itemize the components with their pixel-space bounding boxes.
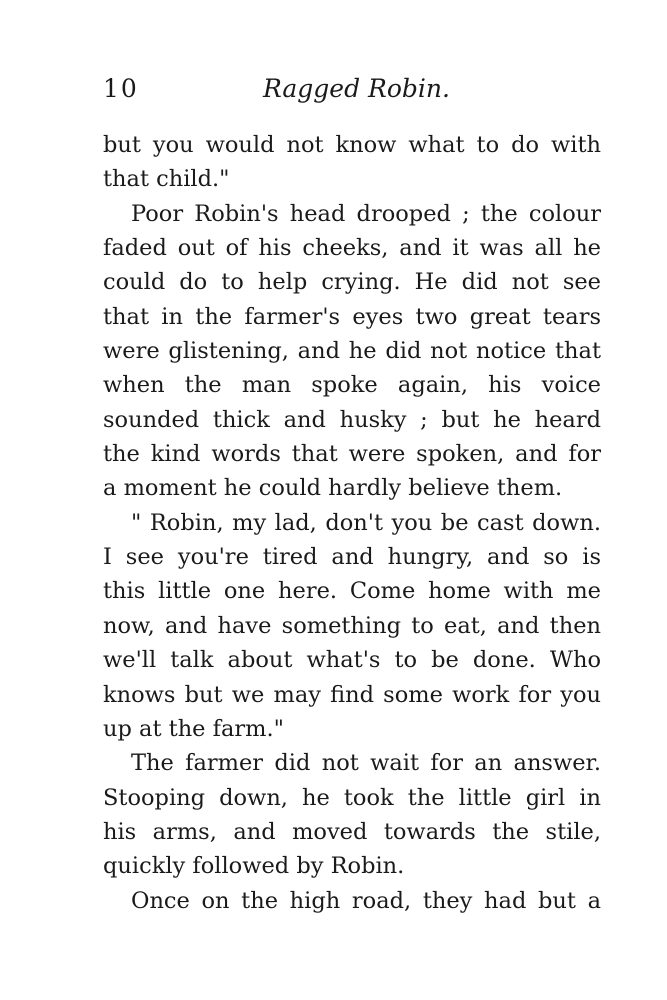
text-line: a moment he could hardly believe them. [103, 475, 563, 502]
text-line: his arms, and moved towards the stile, [103, 818, 601, 845]
text-line: " Robin, my lad, don't you be cast down. [131, 509, 601, 536]
text-line: knows but we may find some work for you [103, 681, 601, 708]
text-line: Once on the high road, they had but a [131, 887, 601, 914]
page-number: 10 [103, 74, 139, 103]
page-header [103, 74, 601, 114]
text-line: that child." [103, 166, 230, 193]
text-line: could do to help crying. He did not see [103, 269, 601, 296]
text-line: that in the farmer's eyes two great tears [103, 303, 601, 330]
text-line: quickly followed by Robin. [103, 853, 405, 880]
text-line: Poor Robin's head drooped ; the colour [131, 200, 601, 227]
running-title: Ragged Robin. [263, 74, 450, 103]
text-line: were glistening, and he did not notice that [103, 338, 601, 365]
body-text [103, 128, 601, 918]
text-line: faded out of his cheeks, and it was all he [103, 235, 601, 262]
text-line: but you would not know what to do with [103, 132, 601, 158]
text-line: I see you're tired and hungry, and so is [103, 544, 601, 571]
text-line: up at the farm." [103, 715, 284, 742]
text-line: The farmer did not wait for an answer. [131, 750, 601, 777]
text-line: when the man spoke again, his voice [103, 372, 601, 399]
text-line: we'll talk about what's to be done. Who [103, 647, 601, 674]
text-line: the kind words that were spoken, and for [103, 441, 601, 468]
text-line: this little one here. Come home with me [103, 578, 601, 605]
text-line: sounded thick and husky ; but he heard [103, 406, 601, 433]
text-line: Stooping down, he took the little girl in [103, 784, 601, 811]
text-line: now, and have something to eat, and then [103, 612, 601, 639]
